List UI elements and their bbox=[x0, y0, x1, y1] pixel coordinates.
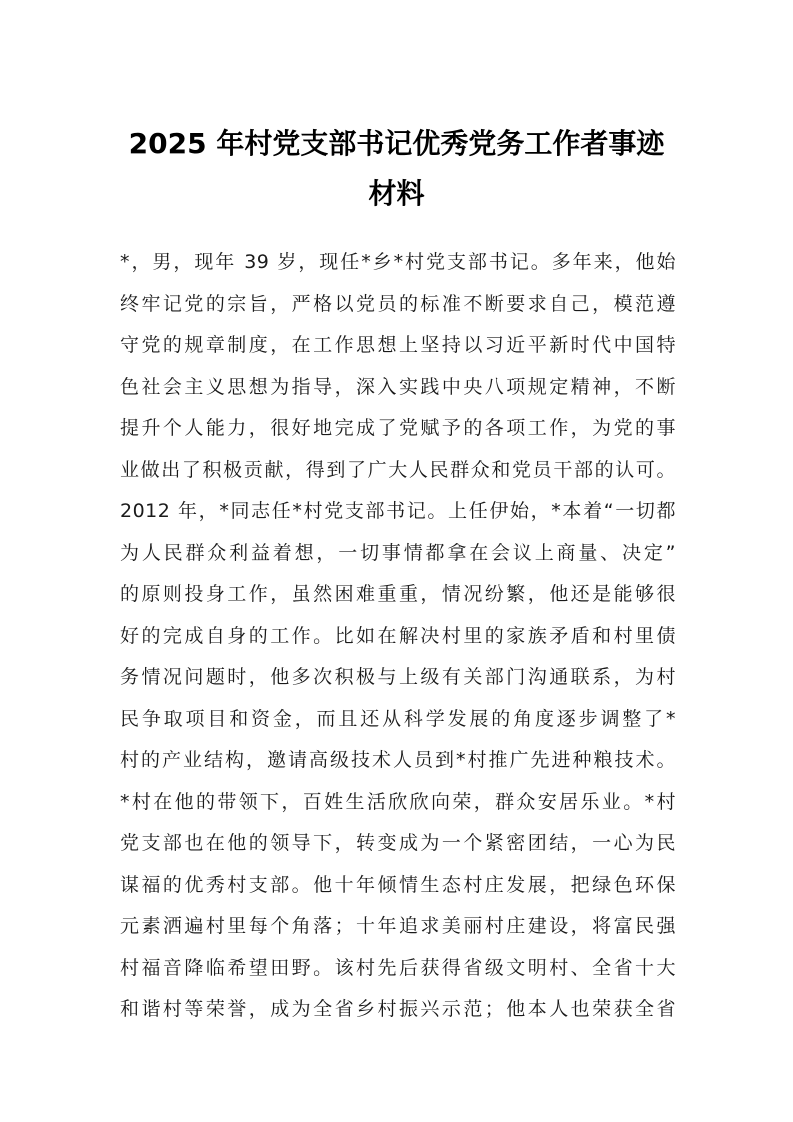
body-line: 元素洒遍村里每个角落；十年追求美丽村庄建设，将富民强 bbox=[120, 915, 676, 937]
body-line: 务情况问题时，他多次积极与上级有关部门沟通联系，为村 bbox=[120, 666, 676, 688]
body-line: 2012 年，*同志任*村党支部书记。上任伊始，*本着“一切都 bbox=[120, 500, 676, 522]
body-line: 色社会主义思想为指导，深入实践中央八项规定精神，不断 bbox=[120, 376, 676, 398]
body-line: 提升个人能力，很好地完成了党赋予的各项工作，为党的事 bbox=[120, 417, 676, 439]
body-line: 民争取项目和资金，而且还从科学发展的角度逐步调整了* bbox=[120, 708, 676, 730]
body-line: 和谐村等荣誉，成为全省乡村振兴示范；他本人也荣获全省 bbox=[120, 998, 676, 1020]
body-line: 村的产业结构，邀请高级技术人员到*村推广先进种粮技术。 bbox=[120, 749, 676, 771]
body-line: *，男，现年 39 岁，现任*乡*村党支部书记。多年来，他始 bbox=[120, 251, 676, 273]
body-line: 谋福的优秀村支部。他十年倾情生态村庄发展，把绿色环保 bbox=[120, 874, 676, 896]
document-title-line-2: 材料 bbox=[368, 177, 425, 210]
body-line: 的原则投身工作，虽然困难重重，情况纷繁，他还是能够很 bbox=[120, 583, 676, 605]
body-line: *村在他的带领下，百姓生活欣欣向荣，群众安居乐业。*村 bbox=[120, 791, 676, 813]
document-title-line-1: 2025 年村党支部书记优秀党务工作者事迹 bbox=[128, 127, 665, 160]
body-line: 村福音降临希望田野。该村先后获得省级文明村、全省十大 bbox=[120, 957, 676, 979]
body-line: 业做出了积极贡献，得到了广大人民群众和党员干部的认可。 bbox=[120, 459, 676, 481]
body-line: 终牢记党的宗旨，严格以党员的标准不断要求自己，模范遵 bbox=[120, 293, 676, 315]
body-line: 为人民群众利益着想，一切事情都拿在会议上商量、决定” bbox=[120, 542, 676, 564]
body-line: 好的完成自身的工作。比如在解决村里的家族矛盾和村里债 bbox=[120, 625, 676, 647]
body-line: 守党的规章制度，在工作思想上坚持以习近平新时代中国特 bbox=[120, 334, 676, 356]
body-line: 党支部也在他的领导下，转变成为一个紧密团结，一心为民 bbox=[120, 832, 676, 854]
